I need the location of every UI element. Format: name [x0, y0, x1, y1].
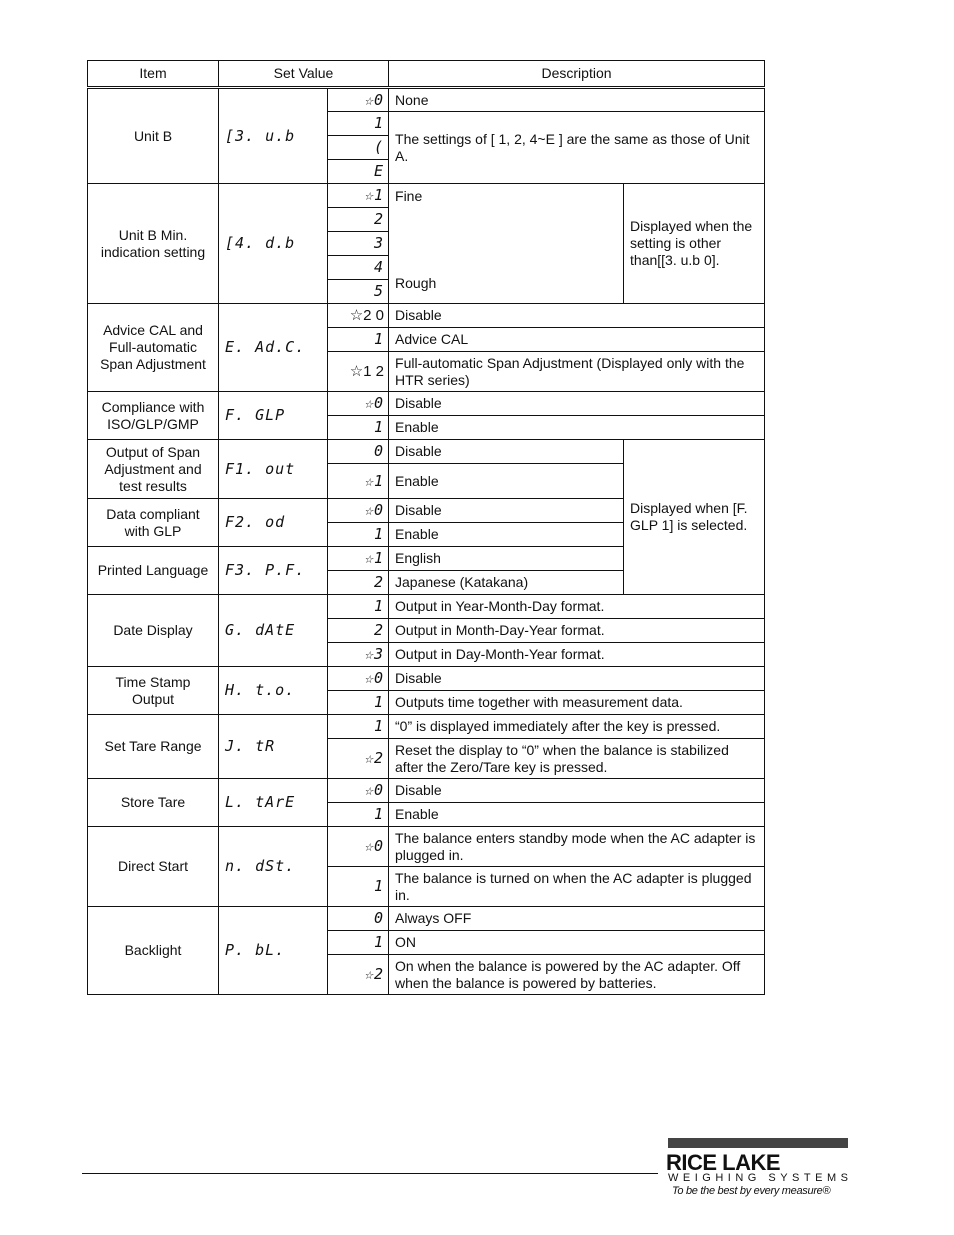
- value-cell: ☆1: [328, 547, 389, 571]
- code-advice-cal: E. Ad.C.: [219, 304, 328, 392]
- code-date: G. dAtE: [219, 595, 328, 667]
- header-item: Item: [88, 61, 219, 88]
- value-cell: 1: [328, 691, 389, 715]
- value-cell: ☆0: [328, 779, 389, 803]
- item-backlight: Backlight: [88, 907, 219, 995]
- logo-name: RICE LAKE: [666, 1150, 781, 1175]
- description-cell: Reset the display to “0” when the balance is stabilized after the Zero/Tare key is pressed.: [389, 739, 765, 779]
- header-set-value: Set Value: [219, 61, 389, 88]
- table-row: [88, 392, 765, 416]
- description-cell: The balance is turned on when the AC adapter is plugged in.: [389, 867, 765, 907]
- value-cell: 5: [328, 280, 389, 304]
- table-header: [88, 61, 765, 88]
- code-unit-b-min: [4. d.b: [219, 184, 328, 304]
- code-glp: F. GLP: [219, 392, 328, 440]
- code-time-stamp: H. t.o.: [219, 667, 328, 715]
- description-cell: Disable: [389, 304, 765, 328]
- value-cell: 1: [328, 715, 389, 739]
- fine-label: Fine: [395, 188, 423, 204]
- value-cell: ☆1: [328, 464, 389, 499]
- description-cell: None: [389, 88, 765, 112]
- description-cell: The settings of [ 1, 2, 4~E ] are the same as those of Unit A.: [389, 112, 765, 184]
- value-cell: 3: [328, 232, 389, 256]
- item-data-glp: Data compliant with GLP: [88, 499, 219, 547]
- table-row: [88, 907, 765, 931]
- footer-rule: [82, 1173, 658, 1174]
- value-cell: 0: [328, 907, 389, 931]
- table-row: [88, 779, 765, 803]
- table-row: [88, 827, 765, 867]
- table-row: [88, 88, 765, 112]
- value-cell: 0: [328, 440, 389, 464]
- value-cell: 1: [328, 931, 389, 955]
- table-row: [88, 304, 765, 328]
- description-cell: Output in Year-Month-Day format.: [389, 595, 765, 619]
- table-row: [88, 715, 765, 739]
- table-row: [88, 667, 765, 691]
- item-span-output: Output of Span Adjustment and test results: [88, 440, 219, 499]
- note-unit-b-min: Displayed when the setting is other than[[3. u.b 0].: [624, 184, 765, 304]
- value-cell: 1: [328, 328, 389, 352]
- note-f-settings: Displayed when [F. GLP 1] is selected.: [624, 440, 765, 595]
- description-cell: Output in Month-Day-Year format.: [389, 619, 765, 643]
- logo-bar: [668, 1138, 848, 1148]
- value-cell: 4: [328, 256, 389, 280]
- item-tare-range: Set Tare Range: [88, 715, 219, 779]
- value-cell: ☆0: [328, 827, 389, 867]
- item-unit-b-min: Unit B Min. indication setting: [88, 184, 219, 304]
- rice-lake-logo: [666, 1138, 854, 1202]
- code-language: F3. P.F.: [219, 547, 328, 595]
- value-cell: 1: [328, 523, 389, 547]
- code-store-tare: L. tArE: [219, 779, 328, 827]
- item-date: Date Display: [88, 595, 219, 667]
- item-glp: Compliance with ISO/GLP/GMP: [88, 392, 219, 440]
- value-cell: ☆1 2: [328, 352, 389, 392]
- value-cell: 1: [328, 867, 389, 907]
- item-advice-cal: Advice CAL and Full-automatic Span Adjustment: [88, 304, 219, 392]
- description-cell: Disable: [389, 499, 624, 523]
- fine-rough-scale: [389, 184, 624, 304]
- value-cell: 2: [328, 571, 389, 595]
- code-direct-start: n. dSt.: [219, 827, 328, 907]
- value-cell: ☆3: [328, 643, 389, 667]
- description-cell: Output in Day-Month-Year format.: [389, 643, 765, 667]
- code-backlight: P. bL.: [219, 907, 328, 995]
- value-cell: 2: [328, 619, 389, 643]
- code-unit-b: [3. u.b: [219, 88, 328, 184]
- description-cell: Full-automatic Span Adjustment (Displayed only with the HTR series): [389, 352, 765, 392]
- value-cell: ☆2: [328, 739, 389, 779]
- description-cell: Outputs time together with measurement data.: [389, 691, 765, 715]
- table-row: [88, 595, 765, 619]
- header-description: Description: [389, 61, 765, 88]
- value-cell: ☆0: [328, 667, 389, 691]
- value-cell: (: [328, 136, 389, 160]
- value-cell: ☆0: [328, 392, 389, 416]
- description-cell: ON: [389, 931, 765, 955]
- description-cell: Japanese (Katakana): [389, 571, 624, 595]
- rough-label: Rough: [395, 275, 437, 291]
- value-cell: ☆2: [328, 955, 389, 995]
- description-cell: On when the balance is powered by the AC adapter. Off when the balance is powered by batteries.: [389, 955, 765, 995]
- value-cell: 1: [328, 595, 389, 619]
- code-data-glp: F2. od: [219, 499, 328, 547]
- description-cell: English: [389, 547, 624, 571]
- value-cell: 1: [328, 803, 389, 827]
- logo-subtitle: WEIGHING SYSTEMS: [668, 1172, 853, 1184]
- table-row: [88, 440, 765, 464]
- item-unit-b: Unit B: [88, 88, 219, 184]
- description-cell: Enable: [389, 523, 624, 547]
- logo-tagline: To be the best by every measure®: [672, 1185, 831, 1197]
- item-store-tare: Store Tare: [88, 779, 219, 827]
- value-cell: 1: [328, 112, 389, 136]
- description-cell: Disable: [389, 667, 765, 691]
- value-cell: 2: [328, 208, 389, 232]
- description-cell: The balance enters standby mode when the AC adapter is plugged in.: [389, 827, 765, 867]
- description-cell: “0” is displayed immediately after the key is pressed.: [389, 715, 765, 739]
- value-cell: ☆0: [328, 499, 389, 523]
- description-cell: Disable: [389, 779, 765, 803]
- code-span-output: F1. out: [219, 440, 328, 499]
- description-cell: Enable: [389, 416, 765, 440]
- table-row: [88, 184, 765, 208]
- description-cell: Enable: [389, 803, 765, 827]
- description-cell: Always OFF: [389, 907, 765, 931]
- code-tare-range: J. tR: [219, 715, 328, 779]
- value-cell: ☆2 0: [328, 304, 389, 328]
- settings-table: [87, 60, 765, 995]
- value-cell: ☆0: [328, 88, 389, 112]
- description-cell: Disable: [389, 440, 624, 464]
- description-cell: Advice CAL: [389, 328, 765, 352]
- item-language: Printed Language: [88, 547, 219, 595]
- item-direct-start: Direct Start: [88, 827, 219, 907]
- description-cell: Disable: [389, 392, 765, 416]
- value-cell: ☆1: [328, 184, 389, 208]
- value-cell: E: [328, 160, 389, 184]
- value-cell: 1: [328, 416, 389, 440]
- item-time-stamp: Time Stamp Output: [88, 667, 219, 715]
- description-cell: Enable: [389, 464, 624, 499]
